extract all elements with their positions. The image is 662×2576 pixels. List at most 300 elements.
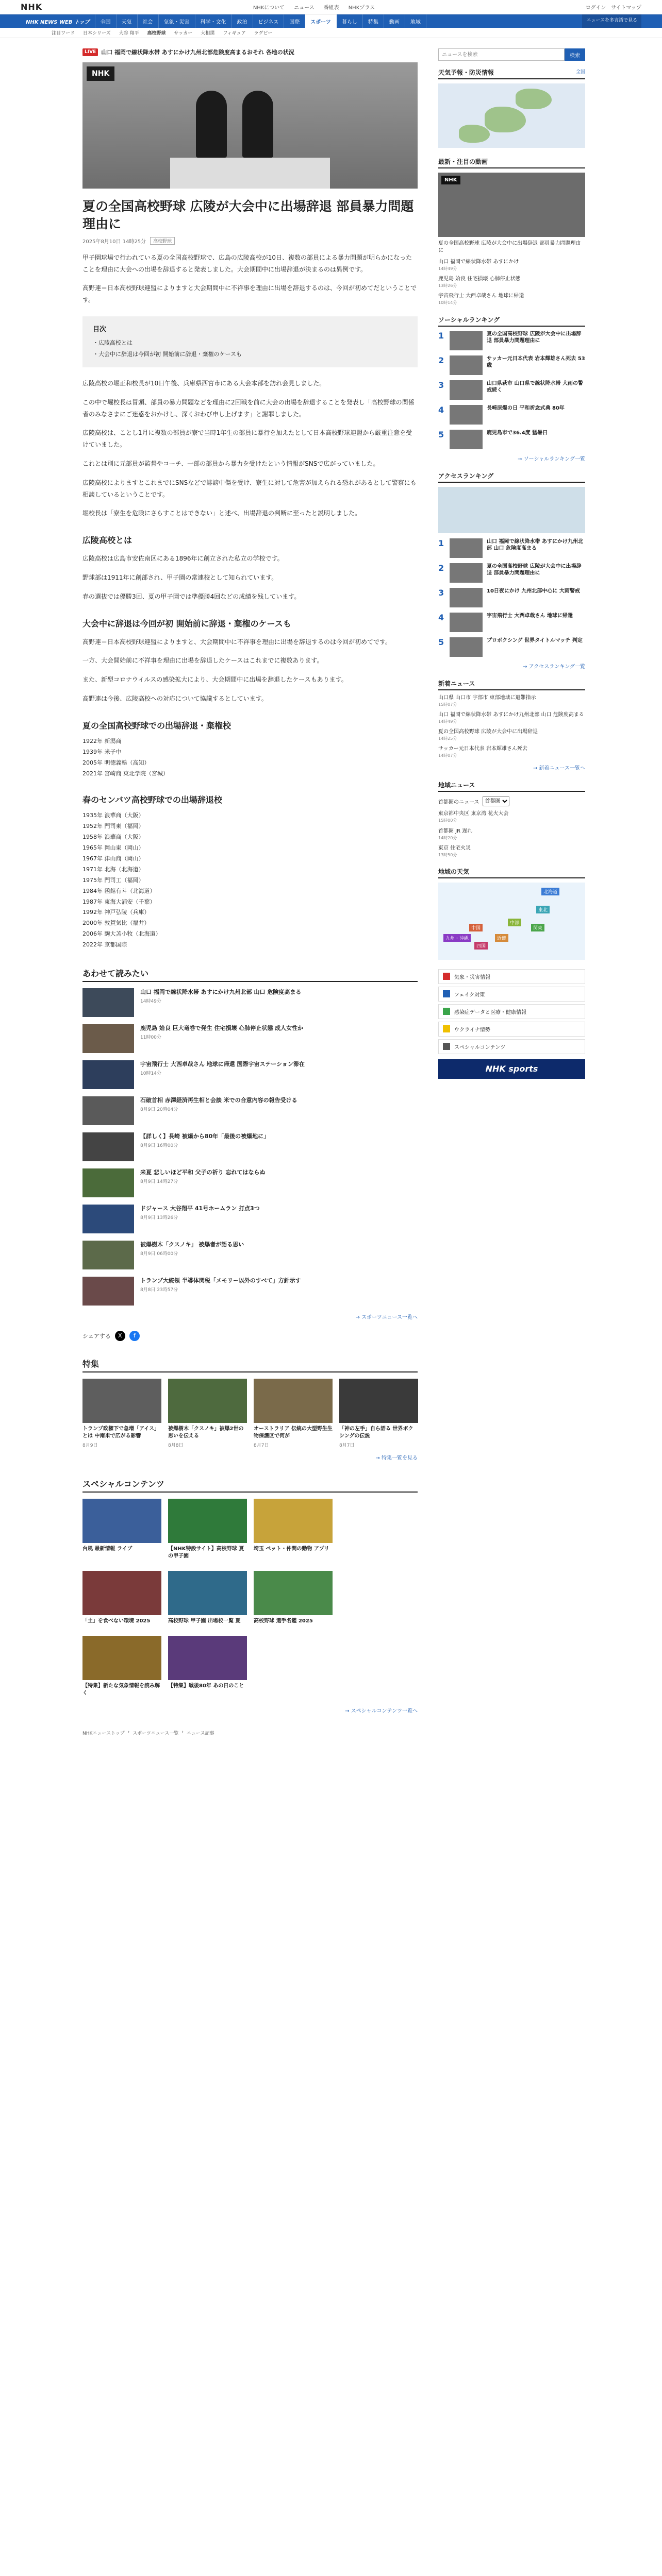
sitemap-link[interactable]: サイトマップ [611,5,641,11]
video-item[interactable] [438,293,585,306]
related-date: 11時00分 [140,1035,161,1041]
local-item-title: 首都圏 JR 遅れ [438,828,473,834]
access-more-link[interactable]: → アクセスランキング一覧 [523,664,585,670]
special-thumb [168,1571,247,1615]
article-paragraph: 野球部は1911年に創部され、甲子園の常連校として知られています。 [82,574,278,582]
video-caption[interactable]: 夏の全国高校野球 広陵が大会中に出場辞退 部員暴力問題理由に [438,241,581,253]
topic-link-label: 気象・災害情報 [454,974,490,980]
latest-item-title: サッカー元日本代表 岩本輝雄さん死去 [438,746,527,752]
sports-news-more-link[interactable]: → スポーツニュース一覧へ [355,1314,418,1320]
latest-item[interactable] [438,694,585,707]
hero-image [82,62,418,189]
nav-science[interactable]: 科学・文化 [195,14,232,28]
rank-title: 鹿児島市で36.4度 猛暑日 [487,430,548,436]
main-nav [0,14,662,28]
latest-title: 新着ニュース [438,680,475,687]
subnav-item[interactable]: 高校野球 [147,31,166,36]
special-title: 高校野球 甲子園 出場校一覧 夏 [168,1618,241,1624]
medical-icon [443,1008,450,1015]
ranking-item[interactable] [438,355,585,375]
special-title: 【特集】新たな気象情報を読み解く [82,1683,160,1696]
special-thumb [168,1636,247,1680]
related-date: 8月8日 23時57分 [140,1287,178,1293]
related-list [82,988,418,1306]
ranking-item[interactable] [438,563,585,583]
rank-thumb [450,430,483,449]
topic-link-label: 感染症データと医療・健康情報 [454,1009,526,1015]
region-chugoku[interactable]: 中国 [469,924,483,931]
ranking-item[interactable] [438,430,585,449]
sidebar [438,48,585,1736]
rank-number: 2 [438,355,444,365]
special-thumb [82,1499,161,1543]
trending-words [0,28,662,38]
topic-link-label: ウクライナ情勢 [454,1027,490,1033]
feature-card[interactable] [339,1379,418,1448]
feature-thumb [254,1379,333,1423]
subnav-item[interactable]: 大相撲 [201,31,215,36]
section-heading: 大会中に辞退は今回が初 開始前に辞退・棄権のケースも [82,618,291,629]
ranking-item[interactable] [438,637,585,657]
list-item: 1992年 神戸弘陵（兵庫） [82,909,150,916]
share-bar [82,1331,418,1341]
related-date: 8月9日 20時04分 [140,1107,178,1113]
region-shikoku[interactable]: 四国 [474,942,488,950]
latest-more-link[interactable]: → 新着ニュース一覧へ [533,766,585,772]
rank-number: 2 [438,563,444,573]
article-paragraph: 広陵高校は広島市安佐南区にある1896年に創立された私立の学校です。 [82,555,284,563]
special-card[interactable] [254,1571,333,1625]
features-list [82,1379,418,1448]
special-title: 高校野球 選手名鑑 2025 [254,1618,313,1624]
list-item: 2006年 駒大苫小牧（北海道） [82,930,161,938]
nhk-logo[interactable]: NHK [21,2,43,12]
feature-date: 8月7日 [254,1443,269,1448]
related-title: 宇宙飛行士 大西卓哉さん 地球に帰還 国際宇宙ステーション滞在 [140,1060,305,1067]
related-thumb [82,1277,134,1306]
special-thumb [82,1571,161,1615]
subnav-item[interactable]: 日本シリーズ [83,31,111,36]
related-title: 石破首相 赤澤経済再生相と会談 米での合意内容の報告受ける [140,1096,297,1104]
more-label: スポーツニュース一覧へ [361,1314,418,1320]
facebook-icon[interactable]: f [129,1331,140,1341]
withdrawal-list-spring [82,810,418,951]
related-date: 8月9日 06時00分 [140,1251,178,1257]
ranking-item[interactable] [438,613,585,632]
login-link[interactable]: ログイン [585,5,606,11]
special-card[interactable] [168,1636,247,1697]
rank-thumb [450,588,483,607]
related-item[interactable] [82,1241,418,1269]
related-item[interactable] [82,1132,418,1161]
rank-title: 長崎原爆の日 平和祈念式典 80年 [487,405,565,411]
region-kanto[interactable]: 関東 [531,924,544,931]
rank-number: 4 [438,612,444,622]
video-item[interactable] [438,259,585,272]
special-title: 「土」を食べない環境 2025 [82,1618,151,1624]
feature-thumb [168,1379,247,1423]
related-thumb [82,1096,134,1125]
related-title: 鹿児島 姶良 巨大竜巻で発生 住宅損壊 心肺停止状態 成人女性か [140,1024,304,1031]
live-badge: LIVE [82,48,98,56]
search-box [438,48,585,61]
related-title: 山口 福岡で線状降水帯 あすにかけ九州北部 山口 危険度高まる [140,988,302,995]
social-ranking [438,315,585,462]
ranking-item[interactable] [438,331,585,350]
related-date: 8月9日 14時27分 [140,1179,178,1185]
feature-title: オーストラリア 伝統の大型野生生物保護区で何が [254,1426,333,1439]
region-kyushu[interactable]: 九州・沖縄 [443,934,471,942]
special-title: 埼玉 ペット・仲間の動物 アプリ [254,1546,329,1552]
related-date: 8月9日 13時26分 [140,1215,178,1221]
article-date: 2025年8月10日 14時25分 [82,239,146,245]
special-title: 【NHK特設サイト】高校野球 夏の甲子園 [168,1546,244,1559]
subnav-item[interactable]: 大谷 翔平 [119,31,139,36]
related-thumb [82,1024,134,1053]
article-paragraph: 広陵高校の堀正和校長が10日午後、兵庫県西宮市にある大会本部を訪れ会見しました。 [82,380,326,387]
local-item-title: 東京 住宅火災 [438,845,471,851]
social-more-link[interactable]: → ソーシャルランキング一覧 [518,456,585,462]
list-item: 1922年 新潟商 [82,737,122,744]
feature-date: 8月7日 [339,1443,355,1448]
section-heading: 夏の全国高校野球での出場辞退・棄権校 [82,720,231,731]
rank-thumb [450,563,483,583]
article-paragraph: 高野連＝日本高校野球連盟によりますと大会期間中に不祥事を理由に出場を辞退するのは、今回が初めてだということです。 [82,284,417,304]
special-thumb [254,1571,333,1615]
list-item: 1952年 門司東（福岡） [82,823,144,830]
local-item[interactable] [438,828,585,841]
rank-number: 1 [438,538,444,548]
nhk-news-logo: NHK [87,66,114,81]
rain-map[interactable] [438,487,585,533]
special-card[interactable] [168,1499,247,1560]
features-more-link[interactable]: → 特集一覧を見る [375,1455,418,1461]
nhk-sports-banner[interactable]: NHK sports [438,1059,585,1079]
article-paragraph: 広陵高校によりますとこれまでにSNSなどで誹謗中傷を受け、寮生に対して危害が加えられる恐れがあるとして警察にも相談しているということです。 [82,479,417,498]
list-item: 1965年 岡山東（岡山） [82,844,144,852]
ranking-item[interactable] [438,380,585,400]
video-item-title: 宇宙飛行士 大西卓哉さん 地球に帰還 [438,293,524,299]
related-item[interactable] [82,988,418,1017]
feature-card[interactable] [82,1379,161,1448]
list-item: 2021年 宮崎商 東北学院（宮城） [82,770,169,777]
rank-thumb [450,538,483,558]
list-item: 1987年 東海大浦安（千葉） [82,898,156,905]
special-thumb [254,1499,333,1543]
related-date: 10時14分 [140,1071,161,1077]
feature-title: 「神の左手」自ら語る 世界ボクシングの伝説 [339,1426,413,1439]
article-paragraph: 春の選抜では優勝3回、夏の甲子園では準優勝4回などの成績を残しています。 [82,592,301,600]
video-item-date: 14時49分 [438,266,457,271]
special-heading: スペシャルコンテンツ [82,1478,418,1493]
article-tag[interactable]: 高校野球 [150,237,175,245]
related-thumb [82,1241,134,1269]
video-item[interactable] [438,276,585,289]
latest-item-date: 14時25分 [438,736,457,741]
nav-society[interactable]: 社会 [138,14,159,28]
feature-card[interactable] [168,1379,247,1448]
feature-title: トランプ政権下で急増「アイス」とは 中南米で広がる影響 [82,1426,159,1439]
toc-item[interactable]: ・ 広陵高校とは [93,337,407,349]
breaking-text: 山口 福岡で線状降水帯 あすにかけ九州北部危険度高まるおそれ 各地の状況 [101,49,294,56]
access-title: アクセスランキング [438,472,494,480]
map-land [459,125,490,143]
x-icon[interactable]: X [115,1331,125,1341]
subnav-item[interactable]: ラグビー [254,31,273,36]
nav-business[interactable]: ビジネス [253,14,285,28]
rank-title: 夏の全国高校野球 広陵が大会中に出場辞退 部員暴力問題理由に [487,331,582,344]
nav-sports[interactable]: スポーツ [305,14,337,28]
rank-number: 5 [438,637,444,647]
article-title: 夏の全国高校野球 広陵が大会中に出場辞退 部員暴力問題理由に [82,199,414,232]
list-item: 1939年 米子中 [82,748,122,755]
special-card[interactable] [82,1499,161,1560]
toplink-about[interactable]: NHKについて [253,5,285,11]
local-title: 地域ニュース [438,782,475,789]
feature-title: 被爆樹木「クスノキ」被爆2世の思いを伝える [168,1426,244,1439]
nav-politics[interactable]: 政治 [232,14,253,28]
topic-link-special[interactable] [438,1039,585,1054]
crumb-current: ニュース記事 [186,1731,214,1736]
nav-feature[interactable]: 特集 [363,14,384,28]
rank-number: 3 [438,587,444,598]
rank-thumb [450,405,483,425]
latest-item[interactable] [438,745,585,758]
special-grid [82,1499,418,1701]
article-paragraph: 広陵高校は、ことし1月に複数の部員が寮で当時1年生の部員に暴行を加えたとして日本高校野球連盟から厳重注意を受けていました。 [82,429,412,449]
nav-national[interactable]: 全国 [95,14,117,28]
main-column [82,48,418,1736]
topic-links [438,969,585,1079]
rank-number: 4 [438,404,444,415]
rank-title: 山口県萩市 山口県で線状降水帯 大雨の警戒続く [487,380,583,394]
video-item-title: 鹿児島 姶良 住宅損壊 心肺停止状態 [438,276,521,282]
rank-thumb [450,380,483,400]
nav-home[interactable]: NHK NEWS WEB トップ [21,14,95,28]
toplink-plus[interactable]: NHKプラス [348,5,375,11]
article-paragraph: これとは別に元部員が監督やコーチ、一部の部員から暴力を受けたという情報がSNSで広がっていました。 [82,460,379,468]
rank-title: 山口 福岡で線状降水帯 あすにかけ九州北部 山口 危険度高まる [487,538,583,552]
more-label: 新着ニュース一覧へ [539,766,585,772]
region-select[interactable] [483,796,509,806]
local-item[interactable] [438,845,585,858]
weather-map[interactable] [438,83,585,148]
topic-link-label: フェイク対策 [454,992,485,998]
video-box [438,157,585,306]
related-title: 被爆樹木「クスノキ」 被爆者が語る思い [140,1241,244,1248]
topic-link-health[interactable] [438,1004,585,1019]
weather-title: 天気予報・防災情報 [438,69,494,76]
latest-item-title: 夏の全国高校野球 広陵が大会中に出場辞退 [438,728,538,735]
topic-link-label: スペシャルコンテンツ [454,1044,506,1050]
rank-title: 宇宙飛行士 大西卓哉さん 地球に帰還 [487,613,573,619]
region-hokkaido[interactable]: 北海道 [541,888,559,895]
related-item[interactable] [82,1096,418,1125]
subnav-label: 注目ワード [52,31,75,36]
ranking-item[interactable] [438,405,585,425]
video-player[interactable] [438,173,585,237]
rank-thumb [450,637,483,657]
region-map-title: 地域の天気 [438,868,470,875]
breaking-news-banner[interactable] [82,48,418,56]
toplink-schedule[interactable]: 番組表 [323,5,339,11]
video-item-date: 13時26分 [438,283,457,289]
list-item: 2005年 明徳義塾（高知） [82,759,150,766]
related-title: 【詳しく】長崎 被爆から80年「最後の被爆地に」 [140,1132,270,1140]
special-card[interactable] [82,1636,161,1697]
weather-sub[interactable]: 全国 [575,70,585,75]
related-item[interactable] [82,1168,418,1197]
article-paragraph: 高野連は今後、広陵高校への対応について協議するとしています。 [82,695,268,703]
crumb[interactable]: スポーツニュース一覧 [133,1731,179,1736]
local-item[interactable] [438,810,585,823]
list-item: 2022年 京都国際 [82,941,127,948]
region-tohoku[interactable]: 東北 [536,906,550,913]
special-card[interactable] [168,1571,247,1625]
related-title: 来夏 悲しいほど平和 父子の祈り 忘れてはならぬ [140,1168,266,1176]
list-item: 2000年 敦賀気比（福井） [82,920,150,927]
topic-link-disaster[interactable] [438,969,585,984]
shield-icon [443,990,450,997]
special-thumb [168,1499,247,1543]
region-chubu[interactable]: 中部 [508,919,521,926]
withdrawal-list-summer [82,736,418,779]
list-item: 1984年 函館有斗（北海道） [82,887,156,894]
table-shape [170,158,330,189]
related-item[interactable] [82,1205,418,1233]
latest-item-date: 14時07分 [438,753,457,758]
article-meta [82,237,418,245]
toplink-news[interactable]: ニュース [294,5,315,11]
local-item-title: 東京都中央区 東京湾 花火大会 [438,811,509,817]
related-item[interactable] [82,1060,418,1089]
top-links [253,3,375,11]
nav-life[interactable]: 暮らし [337,14,363,28]
feature-card[interactable] [254,1379,333,1448]
subnav-item[interactable]: フィギュア [223,31,246,36]
article-paragraph: この中で堀校長は冒頭、部員の暴力問題などを理由に2回戦を前に大会の出場を辞退することを発表し「高校野球の関係者のみなさまにご迷惑をおかけし、深くおわび申し上げます」と謝罪しました。 [82,398,415,418]
map-land [485,107,526,132]
video-item-title: 山口 福岡で線状降水帯 あすにかけ [438,259,519,265]
ranking-item[interactable] [438,538,585,558]
nav-disaster[interactable]: 気象・災害 [159,14,195,28]
more-label: ソーシャルランキング一覧 [523,456,585,462]
section-heading: 広陵高校とは [82,535,133,546]
more-label: スペシャルコンテンツ一覧へ [351,1708,418,1714]
rank-thumb [450,331,483,350]
article-paragraph: 一方、大会開始前に不祥事を理由に出場を辞退したケースはこれまでに複数あります。 [82,657,323,665]
topic-link-ukraine[interactable] [438,1022,585,1037]
latest-news [438,679,585,772]
map-land [516,89,552,109]
toc-item[interactable]: ・ 大会中に辞退は今回が初 開始前に辞退・棄権のケースも [93,349,407,360]
related-thumb [82,1132,134,1161]
table-of-contents [82,316,418,367]
list-item: 1975年 門司工（福岡） [82,876,144,884]
nav-local[interactable]: 地域 [405,14,426,28]
latest-item[interactable] [438,728,585,741]
share-label: シェアする [82,1332,111,1340]
special-card[interactable] [254,1499,333,1560]
nav-weather[interactable]: 天気 [117,14,138,28]
local-item-date: 15時00分 [438,818,457,823]
topic-link-fake[interactable] [438,987,585,1002]
ranking-item[interactable] [438,588,585,607]
rank-title: 夏の全国高校野球 広陵が大会中に出場辞退 部員暴力問題理由に [487,563,582,577]
rank-title: プロボクシング 世界タイトルマッチ 判定 [487,637,583,643]
related-thumb [82,1205,134,1233]
multilingual-button[interactable]: ニュースを多言語で見る [582,14,641,28]
nhk-news-logo: NHK [441,176,460,184]
video-item-date: 10時14分 [438,300,457,306]
related-title: ドジャース 大谷翔平 41号ホームラン 打点3つ [140,1205,260,1212]
star-icon [443,1043,450,1050]
region-kinki[interactable]: 近畿 [495,934,508,942]
search-button[interactable]: 検索 [565,48,585,61]
more-label: 特集一覧を見る [382,1455,418,1461]
bowing-person [196,91,227,158]
local-news [438,781,585,858]
weather-box [438,68,585,148]
video-title: 最新・注目の動画 [438,158,488,165]
video-list [438,240,585,306]
special-card[interactable] [82,1571,161,1625]
top-right [586,3,641,11]
article-paragraph: また、新型コロナウイルスの感染拡大により、大会期間中に出場を辞退したケースもあります。 [82,676,347,684]
nav-video[interactable]: 動画 [384,14,405,28]
article-paragraph: 甲子園球場で行われている夏の全国高校野球で、広島の広陵高校が10日、複数の部員による暴力問題が明らかになったことを理由に大会への出場を辞退すると発表しました。大会期間中に出場辞退が決まるのは異例です。 [82,253,412,273]
related-thumb [82,1168,134,1197]
local-item-date: 14時20分 [438,835,457,840]
rank-number: 3 [438,380,444,390]
latest-item-title: 山口 福岡で線状降水帯 あすにかけ九州北部 山口 危険度高まる [438,711,584,718]
more-label: アクセスランキング一覧 [528,664,585,670]
warning-icon [443,973,450,980]
features-heading: 特集 [82,1358,418,1372]
rank-number: 1 [438,330,444,341]
section-heading: 春のセンバツ高校野球での出場辞退校 [82,795,222,805]
rank-thumb [450,355,483,375]
related-title: トランプ大統領 半導体関税「メモリー以外のすべて」方針示す [140,1277,301,1284]
latest-item-date: 15時07分 [438,702,457,707]
latest-item-date: 14時49分 [438,719,457,724]
rank-title: 10日夜にかけ 九州北部中心に 大雨警戒 [487,588,580,594]
feature-date: 8月9日 [82,1443,98,1448]
subnav-item[interactable]: サッカー [174,31,193,36]
breadcrumb: NHKニューストップ › スポーツニュース一覧 › ニュース記事 [82,1729,214,1736]
crumb[interactable]: NHKニューストップ [82,1731,125,1736]
special-thumb [82,1636,161,1680]
related-date: 14時49分 [140,999,161,1005]
rank-title: サッカー元日本代表 岩本輝雄さん死去 53歳 [487,355,585,369]
nav-international[interactable]: 国際 [284,14,305,28]
latest-item-title: 山口県 山口市 宇部市 東部地域に避難指示 [438,694,536,701]
related-thumb [82,1060,134,1089]
search-input[interactable] [438,48,565,61]
related-item[interactable] [82,1024,418,1053]
latest-item[interactable] [438,711,585,724]
top-bar [0,0,662,14]
related-item[interactable] [82,1277,418,1306]
list-item: 1958年 浪華商（大阪） [82,834,144,841]
toc-title: 目次 [93,326,107,334]
special-more-link[interactable]: → スペシャルコンテンツ一覧へ [345,1708,418,1714]
local-label: 首都圏のニュース [438,799,479,805]
list-item: 1967年 津山商（岡山） [82,855,144,862]
list-item: 1935年 浪華商（大阪） [82,812,144,819]
special-title: 【特集】戦後80年 あの日のこと [168,1683,244,1689]
social-title: ソーシャルランキング [438,316,500,324]
